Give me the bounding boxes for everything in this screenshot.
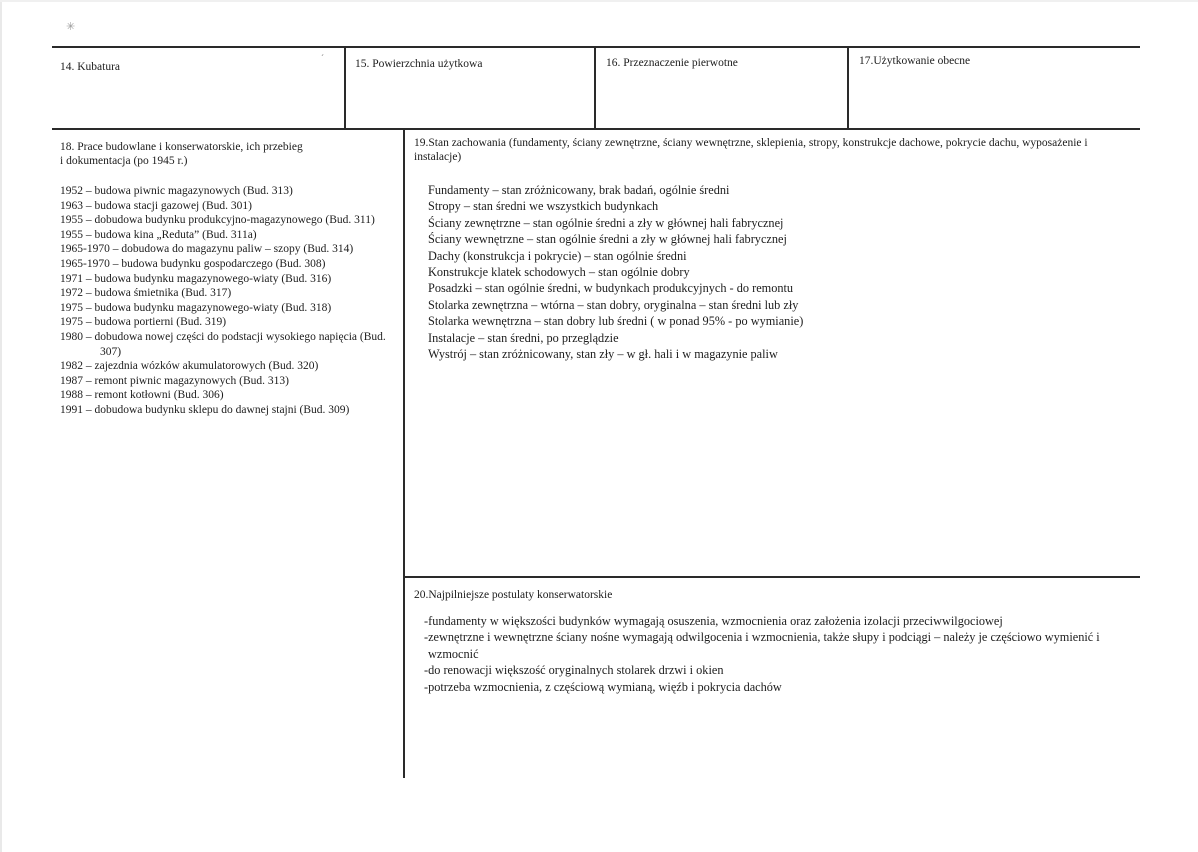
field-16-label: 16. Przeznaczenie pierwotne	[606, 57, 738, 69]
condition-item: Dachy (konstrukcja i pokrycie) – stan ogólnie średni	[428, 248, 687, 263]
section18-title-line2: i dokumentacja (po 1945 r.)	[60, 155, 188, 167]
section18-title-line1: 18. Prace budowlane i konserwatorskie, ich przebieg	[60, 141, 303, 153]
condition-item: Konstrukcje klatek schodowych – stan ogólnie dobry	[428, 265, 690, 280]
history-entry: 1987 – remont piwnic magazynowych (Bud. 313)	[60, 374, 289, 387]
condition-item: Stolarka zewnętrzna – wtórna – stan dobry, oryginalna – stan średni lub zły	[428, 297, 799, 312]
history-entry: 1955 – dobudowa budynku produkcyjno-magazynowego (Bud. 311)	[60, 214, 375, 227]
condition-item: Wystrój – stan zróżnicowany, stan zły – w gł. hali i w magazynie paliw	[428, 347, 778, 362]
section19-title: 19.Stan zachowania (fundamenty, ściany zewnętrzne, ściany wewnętrzne, sklepienia, stropy, konstrukcje dachowe, pokrycie dachu, wyposażenie i instalacje)	[414, 137, 1088, 163]
rule-section20-top	[404, 576, 1140, 578]
condition-item: Ściany wewnętrzne – stan ogólnie średni a zły w głównej hali fabrycznej	[428, 232, 787, 247]
history-entry: 1975 – budowa portierni (Bud. 319)	[60, 316, 227, 329]
col-divider-3	[847, 46, 849, 130]
condition-item: Stolarka wewnętrzna – stan dobry lub średni ( w ponad 95% - po wymianie)	[428, 314, 804, 329]
history-entry: 1971 – budowa budynku magazynowego-wiaty (Bud. 316)	[60, 272, 332, 285]
history-entry: 1991 – dobudowa budynku sklepu do dawnej stajni (Bud. 309)	[60, 403, 350, 416]
condition-item: Ściany zewnętrzne – stan ogólnie średni a zły w głównej hali fabrycznej	[428, 215, 784, 230]
field-15-label: 15. Powierzchnia użytkowa	[355, 58, 483, 70]
condition-item: Fundamenty – stan zróżnicowany, brak badań, ogólnie średni	[428, 183, 730, 197]
col-divider-2	[594, 46, 596, 130]
col-divider-main	[403, 128, 405, 778]
postulate-item: -do renowacji większość oryginalnych stolarek drzwi i okien	[424, 663, 724, 678]
col-divider-1	[344, 46, 346, 130]
condition-item: Posadzki – stan ogólnie średni, w budynkach produkcyjnych - do remontu	[428, 281, 794, 296]
history-entry: 1975 – budowa budynku magazynowego-wiaty (Bud. 318)	[60, 301, 332, 314]
postulate-item: -zewnętrzne i wewnętrzne ściany nośne wymagają odwilgocenia i wzmocnienia, także słupy i podciągi – należy je częściowo wymienić i wzmocnić	[424, 630, 1100, 661]
scan-mark: ˊ	[321, 53, 324, 63]
scan-speck: ✳	[66, 21, 76, 33]
field-17-label: 17.Użytkowanie obecne	[859, 55, 971, 67]
history-entry: 1963 – budowa stacji gazowej (Bud. 301)	[60, 199, 252, 212]
rule-top	[52, 46, 1140, 48]
condition-item: Stropy – stan średni we wszystkich budynkach	[428, 199, 659, 214]
history-entry: 1965-1970 – budowa budynku gospodarczego (Bud. 308)	[60, 257, 326, 270]
history-entry: 1988 – remont kotłowni (Bud. 306)	[60, 389, 224, 402]
scan-edge-left	[0, 0, 2, 852]
section20-title: 20.Najpilniejsze postulaty konserwatorskie	[414, 589, 613, 601]
scan-edge-top	[0, 0, 1198, 2]
history-entry: 1965-1970 – dobudowa do magazynu paliw – szopy (Bud. 314)	[60, 243, 354, 256]
condition-item: Instalacje – stan średni, po przeglądzie	[428, 330, 619, 345]
rule-header-bottom	[52, 128, 1140, 130]
postulate-item: -fundamenty w większości budynków wymagają osuszenia, wzmocnienia oraz założenia izolacji przeciwwilgociowej	[424, 614, 1003, 628]
field-14-label: 14. Kubatura	[60, 61, 121, 73]
postulate-item: -potrzeba wzmocnienia, z częściową wymianą, więźb i pokrycia dachów	[424, 679, 782, 694]
history-entry: 1982 – zajezdnia wózków akumulatorowych (Bud. 320)	[60, 360, 319, 373]
history-entry: 1972 – budowa śmietnika (Bud. 317)	[60, 287, 232, 300]
history-entry: 1980 – dobudowa nowej części do podstacji wysokiego napięcia (Bud. 307)	[60, 330, 386, 358]
history-entry: 1955 – budowa kina „Reduta” (Bud. 311a)	[60, 228, 257, 241]
section18-history-list	[60, 184, 398, 418]
history-entry: 1952 – budowa piwnic magazynowych (Bud. 313)	[60, 185, 293, 197]
section20-postulates-list	[424, 613, 1124, 695]
section19-condition-list	[428, 182, 803, 362]
